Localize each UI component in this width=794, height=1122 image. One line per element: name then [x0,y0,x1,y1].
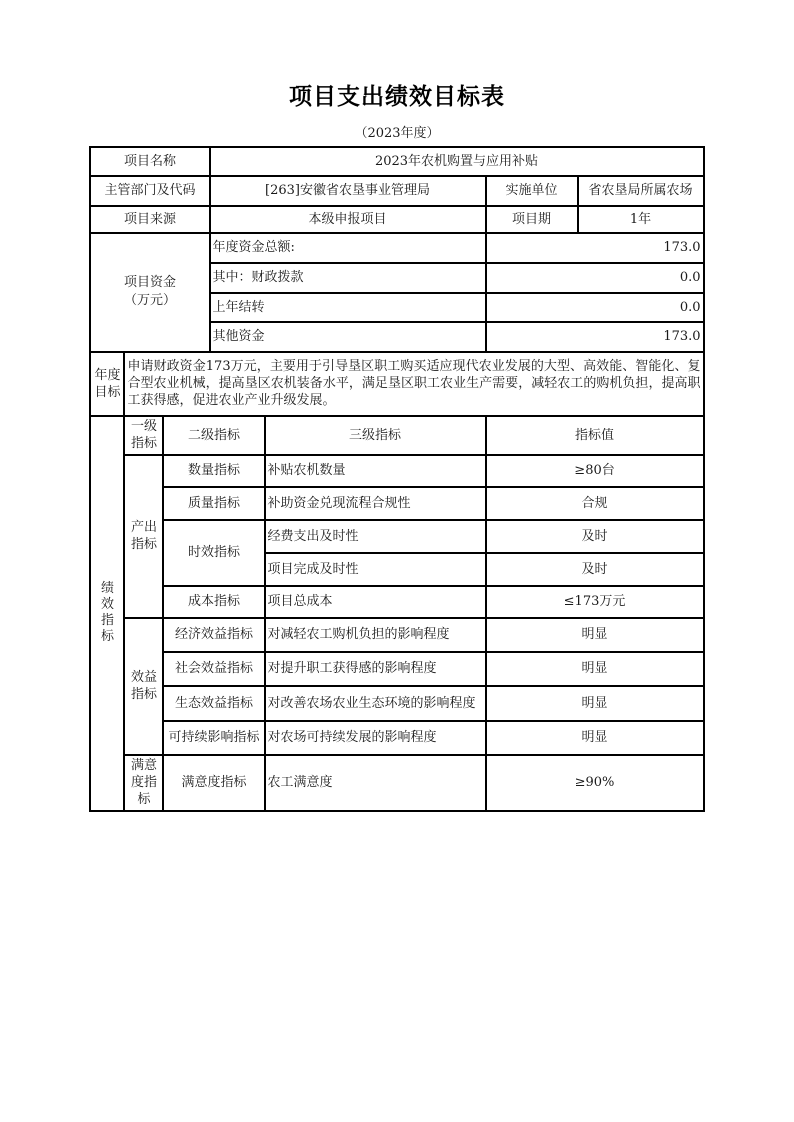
impl-unit-label: 实施单位 [486,176,578,206]
header-level1-cell [124,416,163,455]
funding-row-name: 其他资金 [210,322,486,352]
project-name-label: 项目名称 [90,147,209,176]
department-value: [263]安徽省农垦事业管理局 [210,176,486,206]
indicator-value: 合规 [486,487,704,520]
header-level2: 二级指标 [163,416,264,455]
indicator-l3: 对农场可持续发展的影响程度 [265,721,486,755]
indicator-row [90,721,703,755]
indicator-value: 明显 [486,618,704,652]
indicator-l3: 补助资金兑现流程合规性 [265,487,486,520]
funding-label: 项目资金（万元） [123,275,176,309]
indicator-l2: 成本指标 [163,586,264,618]
funding-row-name: 上年结转 [210,293,486,322]
indicator-l3: 农工满意度 [265,755,486,811]
funding-row-name: 其中：财政拨款 [210,263,486,293]
performance-side-label: 绩效指标 [100,581,114,645]
indicator-row [90,586,703,618]
funding-label-cell [90,233,209,352]
performance-side-cell [90,416,124,811]
indicator-value: 明显 [486,652,704,686]
indicator-row [90,455,703,487]
indicator-l2: 质量指标 [163,487,264,520]
row-funding-total [90,233,703,263]
row-indicator-header [90,416,703,455]
group-satisfaction-label: 满意度指标 [130,758,157,808]
indicator-row [90,487,703,520]
funding-row-value: 173.0 [486,322,704,352]
group-output-label: 产出指标 [130,520,157,553]
row-project-name [90,147,703,176]
indicator-l2: 数量指标 [163,455,264,487]
indicator-value: 及时 [486,553,704,586]
indicator-row [90,755,703,811]
indicator-l2: 满意度指标 [163,755,264,811]
funding-row-name: 年度资金总额: [210,233,486,263]
indicator-l2: 时效指标 [163,520,264,586]
row-annual-goal [90,352,703,416]
indicator-row [90,618,703,652]
indicator-l3: 对减轻农工购机负担的影响程度 [265,618,486,652]
indicator-l2: 可持续影响指标 [163,721,264,755]
funding-row-value: 0.0 [486,263,704,293]
header-level1: 一级指标 [130,419,157,452]
performance-target-table [89,146,704,812]
row-department [90,176,703,206]
group-benefit-cell [124,618,163,755]
indicator-value: ≤173万元 [486,586,704,618]
page-title: 项目支出绩效目标表 [289,83,505,110]
indicator-l3: 项目完成及时性 [265,553,486,586]
funding-row-value: 0.0 [486,293,704,322]
indicator-value: ≥90% [486,755,704,811]
funding-row-value: 173.0 [486,233,704,263]
group-output-cell [124,455,163,618]
indicator-value: 明显 [486,686,704,721]
project-name-value: 2023年农机购置与应用补贴 [210,147,704,176]
impl-unit-value: 省农垦局所属农场 [578,176,704,206]
indicator-value: 明显 [486,721,704,755]
period-label: 项目期 [486,206,578,233]
indicator-l3: 对改善农场农业生态环境的影响程度 [265,686,486,721]
group-satisfaction-cell [124,755,163,811]
indicator-l3: 补贴农机数量 [265,455,486,487]
indicator-value: 及时 [486,520,704,553]
page-subtitle: （2023年度） [354,126,440,142]
indicator-l3: 经费支出及时性 [265,520,486,553]
indicator-l3: 对提升职工获得感的影响程度 [265,652,486,686]
row-source [90,206,703,233]
indicator-l2: 经济效益指标 [163,618,264,652]
group-benefit-label: 效益指标 [130,670,157,703]
indicator-row [90,652,703,686]
indicator-l2: 社会效益指标 [163,652,264,686]
indicator-l3: 项目总成本 [265,586,486,618]
source-label: 项目来源 [90,206,209,233]
indicator-row [90,520,703,553]
indicator-value: ≥80台 [486,455,704,487]
period-value: 1年 [578,206,704,233]
indicator-row [90,686,703,721]
annual-goal-label: 年度目标 [94,367,121,400]
indicator-l2: 生态效益指标 [163,686,264,721]
annual-goal-text: 申请财政资金173万元，主要用于引导垦区职工购买适应现代农业发展的大型、高效能、智能化、复合型农业机械，提高垦区农机装备水平，满足垦区职工农业生产需要，减轻农工的购机负担，提高职工获得感，促进农业产业升级发展。 [124,352,703,416]
header-level3: 三级指标 [265,416,486,455]
source-value: 本级申报项目 [210,206,486,233]
department-label: 主管部门及代码 [90,176,209,206]
header-value: 指标值 [486,416,704,455]
annual-goal-label-cell [90,352,124,416]
